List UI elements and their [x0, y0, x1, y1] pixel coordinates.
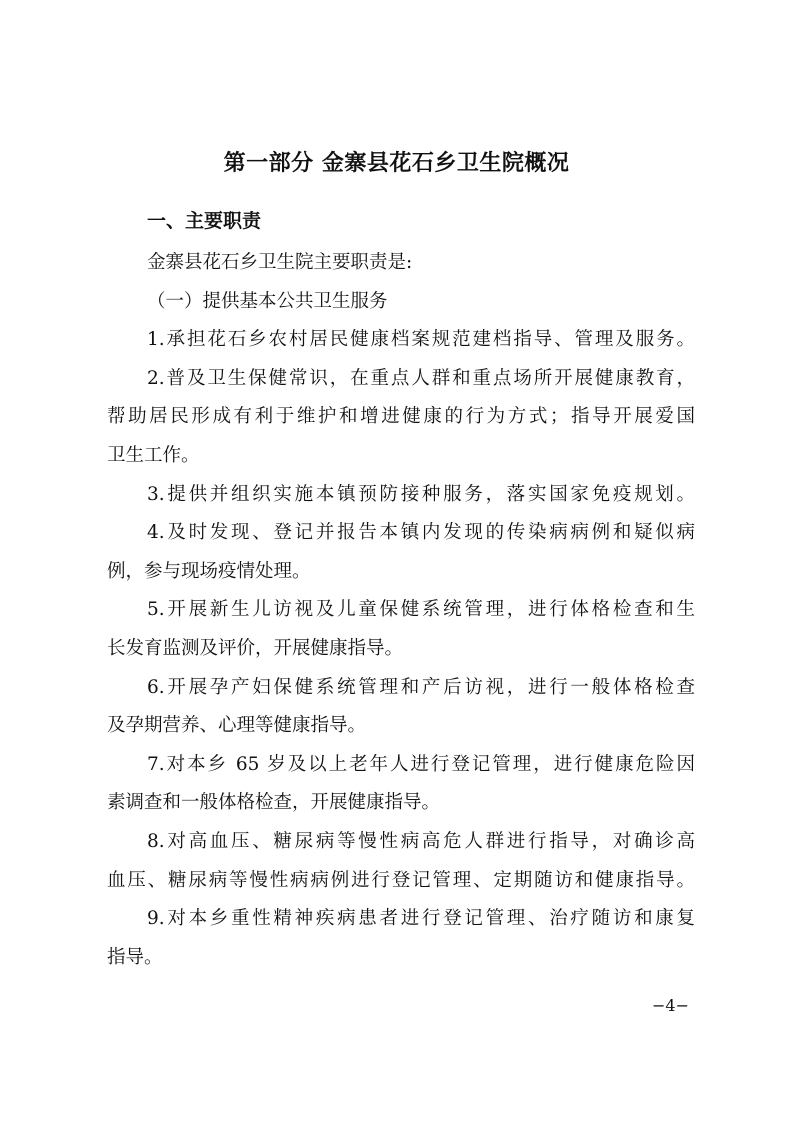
paragraph-line: 长发育监测及评价，开展健康指导。: [107, 637, 404, 659]
paragraph-line: 血压、糖尿病等慢性病病例进行登记管理、定期随访和健康指导。: [107, 869, 695, 891]
section-heading: 一、主要职责: [147, 210, 262, 232]
paragraph-line: （一）提供基本公共卫生服务: [147, 290, 388, 312]
paragraph-line: 帮助居民形成有利于维护和增进健康的行为方式；指导开展爱国: [107, 406, 695, 428]
paragraph-line: 8.对高血压、糖尿病等慢性病高危人群进行指导，对确诊高: [147, 830, 695, 852]
body-text: [107, 244, 695, 977]
paragraph-line: 素调查和一般体格检查，开展健康指导。: [107, 792, 441, 814]
paragraph-line: 金寨县花石乡卫生院主要职责是:: [147, 252, 413, 273]
paragraph-line: 4.及时发现、登记并报告本镇内发现的传染病病例和疑似病: [147, 522, 695, 544]
page-title: 第一部分 金寨县花石乡卫生院概况: [223, 150, 570, 176]
paragraph-line: 及孕期营养、心理等健康指导。: [107, 715, 367, 737]
paragraph-line: 3.提供并组织实施本镇预防接种服务，落实国家免疫规划。: [147, 483, 695, 505]
paragraph-line: 2.普及卫生保健常识，在重点人群和重点场所开展健康教育，: [147, 367, 695, 389]
paragraph-line: 6.开展孕产妇保健系统管理和产后访视，进行一般体格检查: [147, 676, 695, 698]
paragraph-line: 指导。: [107, 946, 163, 968]
paragraph-line: 7.对本乡 65 岁及以上老年人进行登记管理，进行健康危险因: [147, 753, 695, 775]
paragraph-line: 例，参与现场疫情处理。: [107, 560, 311, 582]
paragraph-line: 9.对本乡重性精神疾病患者进行登记管理、治疗随访和康复: [147, 908, 695, 930]
paragraph-line: 1.承担花石乡农村居民健康档案规范建档指导、管理及服务。: [147, 329, 695, 351]
page-number: −4−: [652, 996, 689, 1015]
paragraph-line: 5.开展新生儿访视及儿童保健系统管理，进行体格检查和生: [147, 599, 695, 621]
paragraph-line: 卫生工作。: [107, 444, 200, 466]
